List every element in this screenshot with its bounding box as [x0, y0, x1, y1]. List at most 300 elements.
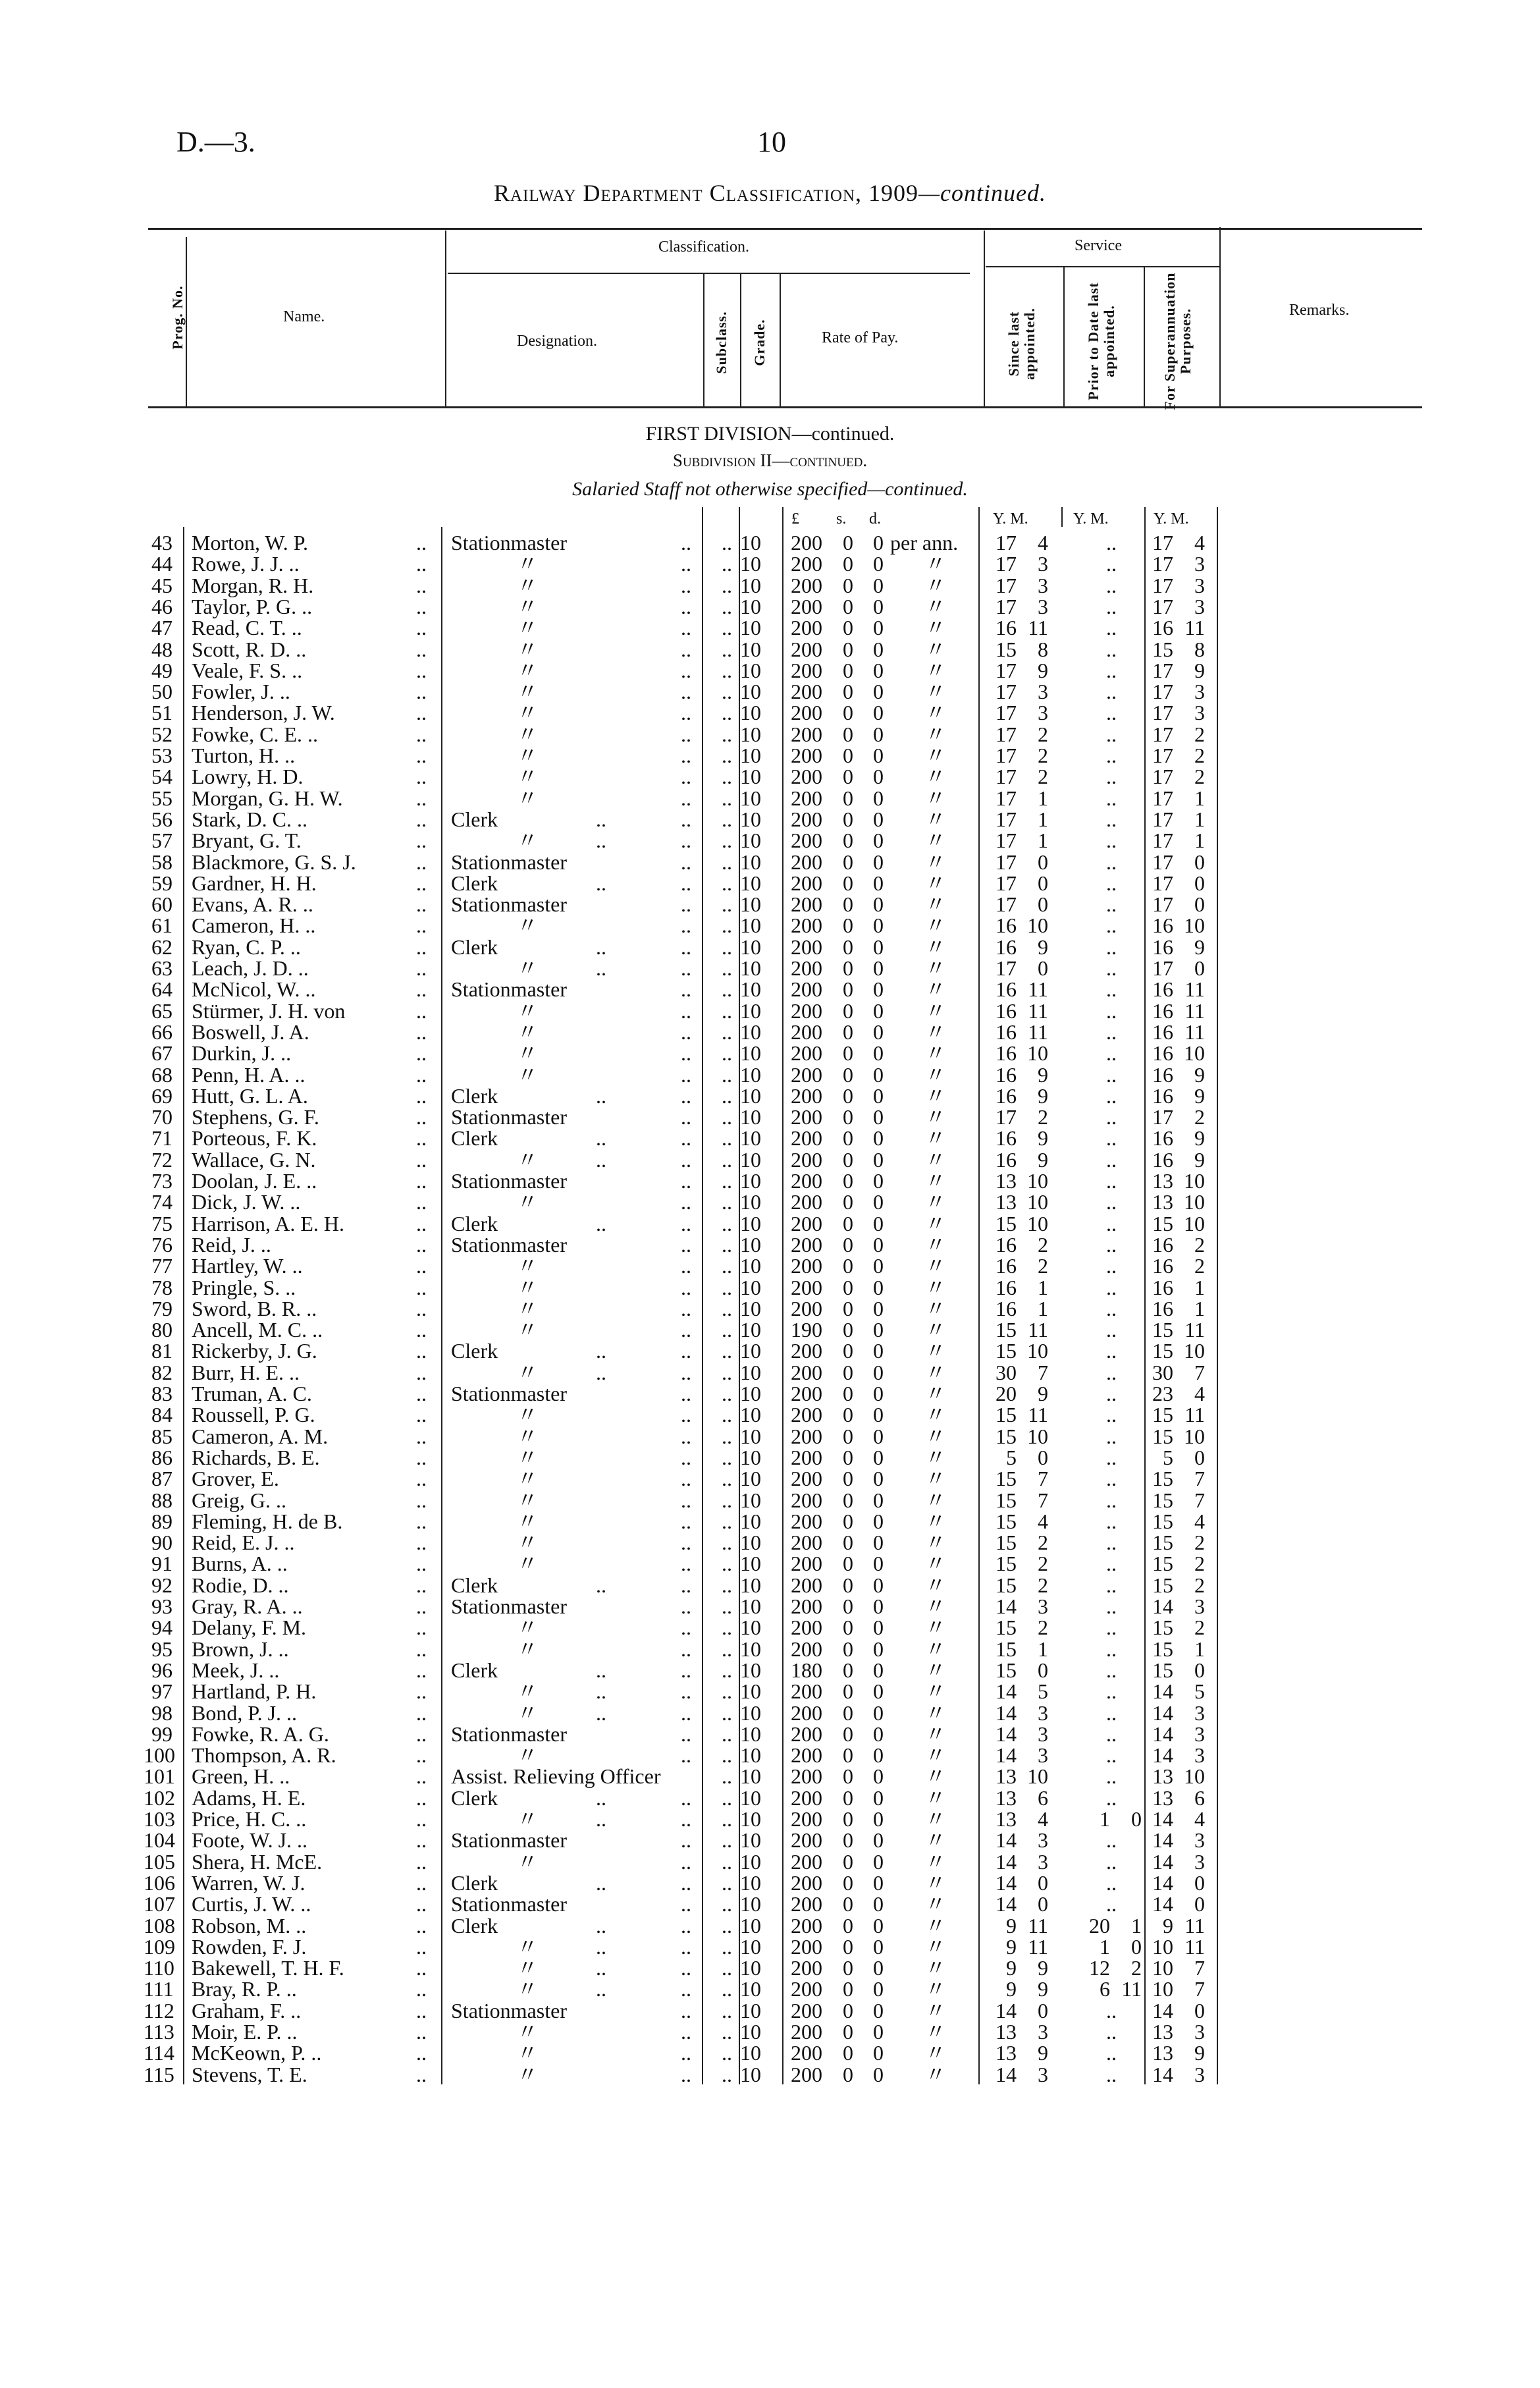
super-years: 13	[1152, 2041, 1173, 2065]
pay-period: 〃	[925, 1828, 947, 1853]
pay-period: 〃	[925, 1254, 947, 1278]
leader-dots: ..	[722, 1743, 732, 1768]
super-years: 15	[1152, 1615, 1173, 1640]
pay-period: 〃	[925, 956, 947, 980]
pay-period: 〃	[925, 1892, 947, 1916]
staff-name: Harrison, A. E. H.	[192, 1211, 344, 1235]
leader-dots: ..	[722, 913, 732, 938]
pay-shillings: 0	[843, 1105, 853, 1129]
super-months: 1	[1194, 1296, 1205, 1320]
prog-no: 60	[151, 892, 173, 917]
designation: 〃	[517, 1807, 539, 1831]
prior-years: 6	[1100, 1977, 1110, 2001]
since-years: 13	[996, 1807, 1017, 1831]
since-months: 11	[1028, 977, 1048, 1002]
prior-years: ..	[1106, 1892, 1117, 1916]
prior-years: ..	[1106, 1509, 1117, 1533]
prior-years: ..	[1106, 1339, 1117, 1363]
pay-pence: 0	[873, 1658, 884, 1682]
leader-dots: ..	[722, 1467, 732, 1491]
pay-period: per ann.	[890, 531, 959, 555]
prior-years: ..	[1106, 956, 1117, 980]
table-row	[0, 532, 1540, 553]
leader-dots: ..	[722, 1190, 732, 1214]
since-months: 2	[1038, 1615, 1048, 1640]
super-months: 3	[1194, 1743, 1205, 1768]
pay-pence: 0	[873, 1232, 884, 1257]
pay-pounds: 200	[791, 1147, 822, 1172]
super-years: 17	[1152, 807, 1173, 831]
staff-name: Stephens, G. F.	[192, 1105, 319, 1129]
pay-shillings: 0	[843, 1615, 853, 1640]
leader-dots: ..	[722, 722, 732, 746]
super-months: 3	[1194, 1828, 1205, 1853]
staff-name: Stark, D. C. ..	[192, 807, 307, 831]
staff-name: Rodie, D. ..	[192, 1573, 289, 1597]
header-divider	[703, 273, 704, 407]
prog-no: 57	[151, 828, 173, 853]
leader-dots: ..	[722, 1126, 732, 1151]
pay-pounds: 200	[791, 1509, 822, 1533]
prog-no: 44	[151, 552, 173, 576]
leader-dots: ..	[681, 616, 691, 640]
designation: 〃	[517, 1637, 539, 1661]
super-years: 17	[1152, 744, 1173, 767]
pay-pence: 0	[873, 1743, 884, 1768]
leader-dots: ..	[681, 913, 691, 938]
subdivision-heading: Subdivision II—continued.	[672, 450, 868, 470]
unit-pounds: £	[791, 510, 799, 528]
designation: Clerk	[451, 807, 498, 831]
prior-years: ..	[1106, 1849, 1117, 1874]
pay-period: 〃	[925, 1424, 947, 1448]
table-row	[0, 979, 1540, 1000]
pay-pounds: 200	[791, 1169, 822, 1193]
pay-pence: 0	[873, 786, 884, 810]
super-years: 16	[1152, 1254, 1173, 1278]
since-months: 11	[1028, 998, 1048, 1023]
leader-dots: ..	[416, 998, 427, 1023]
prior-years: ..	[1106, 1531, 1117, 1555]
grade: 10	[740, 1594, 761, 1618]
prior-years: ..	[1106, 1488, 1117, 1512]
super-years: 17	[1152, 765, 1173, 789]
pay-period: 〃	[925, 701, 947, 725]
designation: Stationmaster	[451, 892, 567, 917]
since-years: 13	[996, 2020, 1017, 2044]
since-months: 2	[1038, 1573, 1048, 1597]
staff-name: Gray, R. A. ..	[192, 1594, 303, 1618]
prior-months: 11	[1121, 1977, 1142, 2001]
prior-years: ..	[1106, 1424, 1117, 1448]
leader-dots: ..	[722, 1637, 732, 1661]
page-number: 10	[757, 126, 786, 158]
prior-years: ..	[1106, 1147, 1117, 1172]
prior-years: ..	[1106, 1296, 1117, 1320]
leader-dots: ..	[416, 1019, 427, 1044]
staff-name: Brown, J. ..	[192, 1637, 289, 1661]
since-years: 9	[1006, 1913, 1017, 1938]
prog-no: 105	[144, 1849, 175, 1874]
prog-no: 52	[151, 722, 173, 746]
since-months: 1	[1038, 1637, 1048, 1661]
pay-shillings: 0	[843, 956, 853, 980]
pay-pounds: 200	[791, 1126, 822, 1151]
super-years: 16	[1152, 935, 1173, 959]
since-years: 16	[996, 1232, 1017, 1257]
designation: Stationmaster	[451, 1594, 567, 1618]
pay-period: 〃	[925, 1594, 947, 1618]
super-years: 16	[1152, 913, 1173, 938]
super-months: 7	[1194, 1977, 1205, 2001]
leader-dots: ..	[681, 1445, 691, 1469]
division-heading: FIRST DIVISION—continued.	[645, 423, 895, 445]
pay-pence: 0	[873, 1807, 884, 1831]
since-years: 15	[996, 637, 1017, 661]
staff-name: Roussell, P. G.	[192, 1403, 315, 1427]
pay-pounds: 200	[791, 1637, 822, 1661]
leader-dots: ..	[416, 1828, 427, 1853]
leader-dots: ..	[681, 786, 691, 810]
pay-pounds: 200	[791, 1956, 822, 1980]
pay-period: 〃	[925, 1956, 947, 1980]
since-years: 17	[996, 552, 1017, 576]
leader-dots: ..	[416, 1488, 427, 1512]
since-years: 16	[996, 935, 1017, 959]
prog-no: 45	[151, 573, 173, 597]
table-row	[0, 1447, 1540, 1468]
leader-dots: ..	[722, 552, 732, 576]
table-row	[0, 724, 1540, 745]
grade: 10	[740, 1105, 761, 1129]
pay-pounds: 200	[791, 722, 822, 746]
super-years: 14	[1152, 1998, 1173, 2022]
table-row	[0, 1936, 1540, 1957]
leader-dots: ..	[416, 616, 427, 640]
super-years: 17	[1152, 722, 1173, 746]
prior-years: ..	[1106, 744, 1117, 767]
pay-pence: 0	[873, 1169, 884, 1193]
pay-period: 〃	[925, 2041, 947, 2065]
pay-period: 〃	[925, 1126, 947, 1151]
leader-dots: ..	[722, 1445, 732, 1469]
prior-years: ..	[1106, 1679, 1117, 1704]
since-years: 16	[996, 977, 1017, 1002]
super-months: 0	[1194, 1445, 1205, 1469]
pay-pence: 0	[873, 2020, 884, 2044]
since-years: 13	[996, 1169, 1017, 1193]
designation: 〃	[517, 1041, 539, 1066]
since-years: 14	[996, 1722, 1017, 1746]
prog-no: 51	[151, 701, 173, 725]
grade: 10	[740, 913, 761, 938]
prior-years: ..	[1106, 1764, 1117, 1789]
leader-dots: ..	[722, 680, 732, 704]
pay-pounds: 200	[791, 871, 822, 895]
staff-name: Morgan, R. H.	[192, 573, 314, 597]
pay-pounds: 200	[791, 1296, 822, 1320]
header-rate-of-pay: Rate of Pay.	[822, 329, 899, 346]
since-years: 14	[996, 2062, 1017, 2086]
super-months: 4	[1194, 1807, 1205, 1831]
pay-pounds: 200	[791, 786, 822, 810]
super-years: 17	[1152, 594, 1173, 618]
grade: 10	[740, 1615, 761, 1640]
since-years: 15	[996, 1467, 1017, 1491]
prior-years: ..	[1106, 658, 1117, 682]
pay-shillings: 0	[843, 913, 853, 938]
super-months: 3	[1194, 701, 1205, 725]
pay-pence: 0	[873, 1041, 884, 1066]
pay-pounds: 200	[791, 977, 822, 1002]
pay-pence: 0	[873, 2041, 884, 2065]
grade: 10	[740, 637, 761, 661]
pay-period: 〃	[925, 552, 947, 576]
table-row	[0, 1872, 1540, 1893]
super-months: 11	[1184, 998, 1205, 1023]
leader-dots: ..	[681, 977, 691, 1002]
leader-dots: ..	[416, 1424, 427, 1448]
pay-pence: 0	[873, 828, 884, 853]
super-months: 10	[1184, 1764, 1205, 1789]
header-divider	[984, 231, 985, 407]
leader-dots: ..	[416, 1190, 427, 1214]
pay-shillings: 0	[843, 850, 853, 874]
prog-no: 71	[151, 1126, 173, 1151]
since-years: 16	[996, 1083, 1017, 1108]
pay-shillings: 0	[843, 1211, 853, 1235]
table-row	[0, 553, 1540, 574]
staff-name: Leach, J. D. ..	[192, 956, 309, 980]
super-years: 15	[1152, 1403, 1173, 1427]
pay-period: 〃	[925, 1147, 947, 1172]
table-row	[0, 936, 1540, 958]
pay-shillings: 0	[843, 744, 853, 767]
prior-years: ..	[1106, 1998, 1117, 2022]
pay-shillings: 0	[843, 1849, 853, 1874]
prog-no: 96	[151, 1658, 173, 1682]
super-years: 15	[1152, 1658, 1173, 1682]
pay-pence: 0	[873, 1637, 884, 1661]
leader-dots: ..	[681, 807, 691, 831]
super-years: 17	[1152, 1105, 1173, 1129]
since-months: 3	[1038, 1700, 1048, 1725]
super-years: 13	[1152, 1764, 1173, 1789]
header-divider	[1063, 267, 1065, 407]
pay-shillings: 0	[843, 1232, 853, 1257]
leader-dots: ..	[722, 2062, 732, 2086]
leader-dots: ..	[416, 1892, 427, 1916]
super-years: 15	[1152, 1339, 1173, 1363]
pay-period: 〃	[925, 680, 947, 704]
leader-dots: ..	[416, 637, 427, 661]
table-row	[0, 1277, 1540, 1298]
prior-years: ..	[1106, 998, 1117, 1023]
pay-pounds: 200	[791, 1062, 822, 1087]
grade: 10	[740, 998, 761, 1023]
leader-dots: ..	[681, 1637, 691, 1661]
prior-years: ..	[1106, 1211, 1117, 1235]
super-years: 17	[1152, 956, 1173, 980]
since-months: 2	[1038, 1105, 1048, 1129]
super-months: 3	[1194, 1594, 1205, 1618]
super-months: 10	[1184, 1041, 1205, 1066]
prog-no: 107	[144, 1892, 175, 1916]
pay-period: 〃	[925, 871, 947, 895]
leader-dots: ..	[596, 871, 606, 895]
table-row	[0, 1787, 1540, 1808]
prior-years: ..	[1106, 1275, 1117, 1299]
table-row	[0, 2064, 1540, 2085]
since-months: 0	[1038, 1998, 1048, 2022]
pay-pounds: 200	[791, 1190, 822, 1214]
since-months: 9	[1038, 1147, 1048, 1172]
pay-pounds: 200	[791, 1232, 822, 1257]
since-years: 17	[996, 658, 1017, 682]
table-row	[0, 1255, 1540, 1276]
prog-no: 80	[151, 1318, 173, 1342]
header-subclass: Subclass.	[713, 311, 730, 374]
pay-pounds: 200	[791, 1211, 822, 1235]
leader-dots: ..	[416, 1318, 427, 1342]
designation: 〃	[517, 658, 539, 682]
designation: 〃	[517, 828, 539, 853]
table-row	[0, 2000, 1540, 2021]
grade: 10	[740, 1318, 761, 1342]
designation: 〃	[517, 1700, 539, 1725]
staff-name: Curtis, J. W. ..	[192, 1892, 311, 1916]
leader-dots: ..	[722, 786, 732, 810]
super-years: 10	[1152, 1956, 1173, 1980]
leader-dots: ..	[681, 1169, 691, 1193]
pay-period: 〃	[925, 1573, 947, 1597]
leader-dots: ..	[681, 1849, 691, 1874]
header-prog-no: Prog. No.	[169, 285, 186, 350]
leader-dots: ..	[681, 1658, 691, 1682]
pay-pounds: 200	[791, 552, 822, 576]
leader-dots: ..	[416, 786, 427, 810]
super-years: 15	[1152, 1488, 1173, 1512]
leader-dots: ..	[722, 998, 732, 1023]
table-row	[0, 1234, 1540, 1255]
since-months: 2	[1038, 1232, 1048, 1257]
prior-years: ..	[1106, 2041, 1117, 2065]
grade: 10	[740, 850, 761, 874]
pay-pounds: 200	[791, 1977, 822, 2001]
grade: 10	[740, 1488, 761, 1512]
pay-shillings: 0	[843, 977, 853, 1002]
leader-dots: ..	[722, 744, 732, 767]
designation: 〃	[517, 765, 539, 789]
table-row	[0, 1021, 1540, 1043]
prior-years: ..	[1106, 1019, 1117, 1044]
leader-dots: ..	[416, 701, 427, 725]
since-months: 3	[1038, 552, 1048, 576]
since-years: 15	[996, 1658, 1017, 1682]
super-months: 1	[1194, 1637, 1205, 1661]
staff-name: Boswell, J. A.	[192, 1019, 309, 1044]
prior-years: ..	[1106, 1552, 1117, 1576]
since-years: 17	[996, 680, 1017, 704]
pay-shillings: 0	[843, 722, 853, 746]
grade: 10	[740, 1764, 761, 1789]
since-months: 3	[1038, 1828, 1048, 1853]
pay-shillings: 0	[843, 1275, 853, 1299]
pay-pence: 0	[873, 2062, 884, 2086]
since-years: 14	[996, 1998, 1017, 2022]
pay-pounds: 200	[791, 807, 822, 831]
leader-dots: ..	[596, 1870, 606, 1895]
grade: 10	[740, 658, 761, 682]
super-years: 14	[1152, 1807, 1173, 1831]
super-months: 2	[1194, 1531, 1205, 1555]
pay-period: 〃	[925, 1764, 947, 1789]
leader-dots: ..	[722, 616, 732, 640]
pay-pence: 0	[873, 637, 884, 661]
since-months: 3	[1038, 1594, 1048, 1618]
leader-dots: ..	[722, 935, 732, 959]
pay-pence: 0	[873, 1764, 884, 1789]
designation: 〃	[517, 2062, 539, 2086]
pay-period: 〃	[925, 1807, 947, 1831]
pay-period: 〃	[925, 573, 947, 597]
pay-shillings: 0	[843, 765, 853, 789]
leader-dots: ..	[722, 531, 732, 555]
super-months: 10	[1184, 1169, 1205, 1193]
designation: 〃	[517, 1190, 539, 1214]
pay-period: 〃	[925, 1615, 947, 1640]
grade: 10	[740, 1509, 761, 1533]
since-years: 9	[1006, 1956, 1017, 1980]
prior-years: ..	[1106, 1785, 1117, 1810]
table-row	[0, 873, 1540, 894]
staff-name: Reid, E. J. ..	[192, 1531, 295, 1555]
pay-shillings: 0	[843, 1424, 853, 1448]
pay-pounds: 200	[791, 658, 822, 682]
leader-dots: ..	[722, 977, 732, 1002]
leader-dots: ..	[416, 1998, 427, 2022]
super-months: 2	[1194, 744, 1205, 767]
designation: Clerk	[451, 871, 498, 895]
leader-dots: ..	[416, 1382, 427, 1405]
staff-name: Moir, E. P. ..	[192, 2020, 298, 2044]
pay-shillings: 0	[843, 1998, 853, 2022]
leader-dots: ..	[722, 1041, 732, 1066]
since-years: 16	[996, 1147, 1017, 1172]
leader-dots: ..	[681, 1594, 691, 1618]
prior-years: ..	[1106, 1658, 1117, 1682]
header-since-last-appointed: Since last appointed.	[1005, 308, 1038, 380]
pay-shillings: 0	[843, 1785, 853, 1810]
pay-pence: 0	[873, 1083, 884, 1108]
pay-pounds: 200	[791, 1828, 822, 1853]
staff-name: Stürmer, J. H. von	[192, 998, 346, 1023]
unit-ym-since: Y. M.	[993, 510, 1028, 528]
pay-shillings: 0	[843, 531, 853, 555]
since-years: 17	[996, 892, 1017, 917]
since-months: 3	[1038, 701, 1048, 725]
pay-pence: 0	[873, 1934, 884, 1959]
leader-dots: ..	[722, 1360, 732, 1384]
pay-shillings: 0	[843, 1594, 853, 1618]
pay-pence: 0	[873, 1849, 884, 1874]
since-years: 16	[996, 1041, 1017, 1066]
super-years: 15	[1152, 1573, 1173, 1597]
staff-name: McNicol, W. ..	[192, 977, 316, 1002]
leader-dots: ..	[681, 1615, 691, 1640]
since-months: 4	[1038, 531, 1048, 555]
pay-period: 〃	[925, 1679, 947, 1704]
